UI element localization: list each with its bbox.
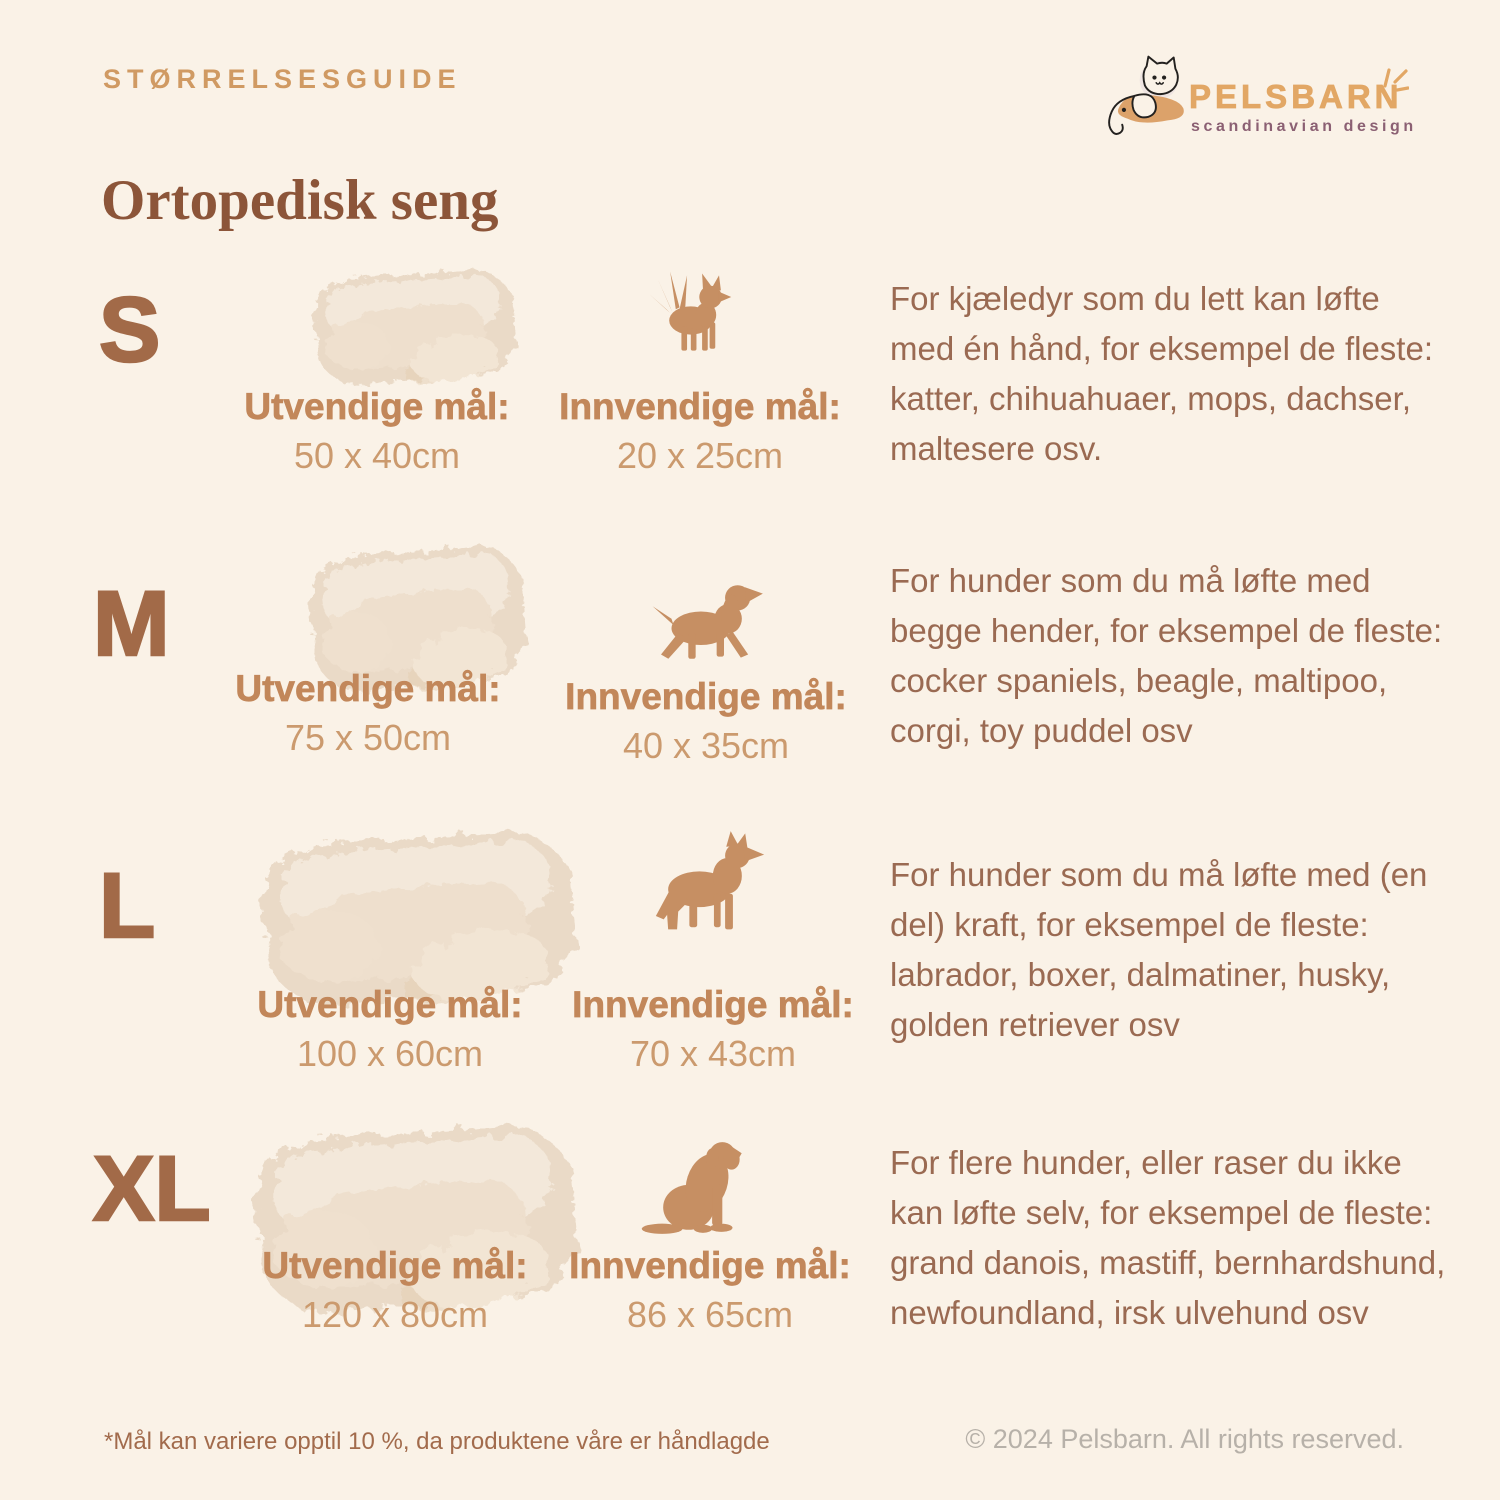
measurement-disclaimer: *Mål kan variere opptil 10 %, da produktene våre er håndlagde [104, 1428, 770, 1455]
outer-dimensions-label: Utvendige mål: [235, 668, 501, 709]
sparkle-icon [1375, 62, 1409, 96]
inner-dimensions-label: Innvendige mål: [559, 386, 841, 427]
inner-dimensions-s [535, 386, 865, 477]
inner-dimensions-l [545, 984, 881, 1075]
outer-dimensions-value: 120 x 80cm [301, 1294, 489, 1335]
inner-dimensions-value: 40 x 35cm [622, 725, 790, 766]
copyright-notice: © 2024 Pelsbarn. All rights reserved. [965, 1424, 1404, 1454]
cocker-spaniel-silhouette-icon [640, 570, 766, 676]
sitting-large-dog-silhouette-icon [630, 1138, 782, 1240]
dog-cat-logo-icon [1103, 54, 1199, 150]
inner-dimensions-value: 70 x 43cm [629, 1033, 797, 1074]
size-description-xl: For flere hunder, eller raser du ikke kan løfte selv, for eksempel de fleste: grand danois, mastiff, bernhardshund, newfoundland, irsk ulvehund osv [890, 1144, 1446, 1331]
inner-dimensions-label: Innvendige mål: [565, 676, 847, 717]
dog-bed-image [293, 262, 533, 396]
outer-dimensions-xl [235, 1245, 555, 1336]
inner-dimensions-value: 86 x 65cm [626, 1294, 794, 1335]
chihuahua-silhouette-icon [636, 266, 740, 360]
inner-dimensions-label: Innvendige mål: [569, 1245, 851, 1286]
inner-dimensions-xl [545, 1245, 875, 1336]
outer-dimensions-value: 100 x 60cm [296, 1033, 484, 1074]
outer-dimensions-label: Utvendige mål: [257, 984, 523, 1025]
german-shepherd-silhouette-icon [638, 830, 772, 944]
size-letter-l: L [99, 855, 156, 957]
size-letter-s: S [99, 279, 161, 381]
size-letter-xl: XL [93, 1138, 211, 1240]
size-description-l: For hunder som du må løfte med (en del) kraft, for eksempel de fleste: labrador, boxer, dalmatiner, husky, golden retriever osv [890, 856, 1428, 1043]
outer-dimensions-label: Utvendige mål: [244, 386, 510, 427]
size-description-s: For kjæledyr som du lett kan løfte med én hånd, for eksempel de fleste: katter, chihuahuaer, mops, dachser, maltesere osv. [890, 280, 1433, 467]
size-description-m: For hunder som du må løfte med begge hender, for eksempel de fleste: cocker spaniels, beagle, maltipoo, corgi, toy puddel osv [890, 562, 1443, 749]
outer-dimensions-value: 50 x 40cm [293, 435, 461, 476]
brand-tagline: scandinavian design [1191, 118, 1417, 135]
outer-dimensions-value: 75 x 50cm [284, 717, 452, 758]
size-letter-m: M [93, 573, 170, 675]
pelsbarn-logo [1103, 52, 1423, 152]
page-title: Ortopedisk seng [101, 169, 499, 232]
kicker-heading: STØRRELSESGUIDE [103, 64, 462, 94]
inner-dimensions-value: 20 x 25cm [616, 435, 784, 476]
outer-dimensions-s [212, 386, 542, 477]
outer-dimensions-label: Utvendige mål: [262, 1245, 528, 1286]
brand-name: PELSBARN [1189, 78, 1403, 115]
inner-dimensions-label: Innvendige mål: [572, 984, 854, 1025]
outer-dimensions-m [203, 668, 533, 759]
inner-dimensions-m [538, 676, 874, 767]
outer-dimensions-l [225, 984, 555, 1075]
